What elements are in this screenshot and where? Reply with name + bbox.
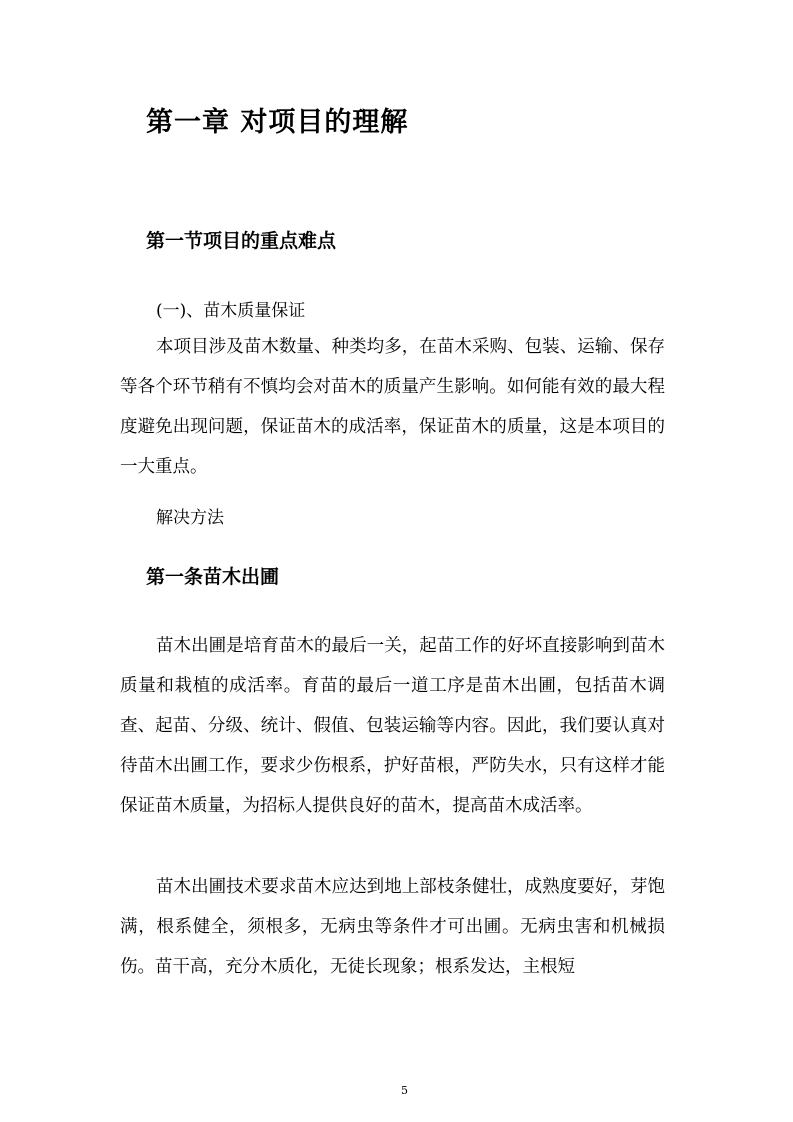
section-title: 第一节项目的重点难点 <box>146 230 337 252</box>
page-number: 5 <box>401 1084 408 1097</box>
subsection-paragraph: 本项目涉及苗木数量、种类均多，在苗木采购、包装、运输、保存等各个环节稍有不慎均会对苗木的质量产生影响。如何能有效的最大程度避免出现问题，保证苗木的成活率，保证苗木的质量，这是本项目的一大重点。 <box>120 337 665 477</box>
subsection-heading: (一)、苗木质量保证 <box>156 301 306 321</box>
chapter-title: 第一章 对项目的理解 <box>146 107 409 138</box>
article-title: 第一条苗木出圃 <box>146 566 280 588</box>
article-paragraph-1: 苗木出圃是培育苗木的最后一关，起苗工作的好坏直接影响到苗木质量和栽植的成活率。育苗的最后一道工序是苗木出圃，包括苗木调查、起苗、分级、统计、假值、包装运输等内容。因此，我们要认真对待苗木出圃工作，要求少伤根系，护好苗根，严防失水，只有这样才能保证苗木质量，为招标人提供良好的苗木，提高苗木成活率。 <box>120 636 665 816</box>
article-paragraph-2: 苗木出圃技术要求苗木应达到地上部枝条健壮，成熟度要好，芽饱满，根系健全，须根多，无病虫等条件才可出圃。无病虫害和机械损伤。苗干高，充分木质化，无徒长现象；根系发达，主根短 <box>120 877 665 977</box>
method-label: 解决方法 <box>156 508 224 528</box>
